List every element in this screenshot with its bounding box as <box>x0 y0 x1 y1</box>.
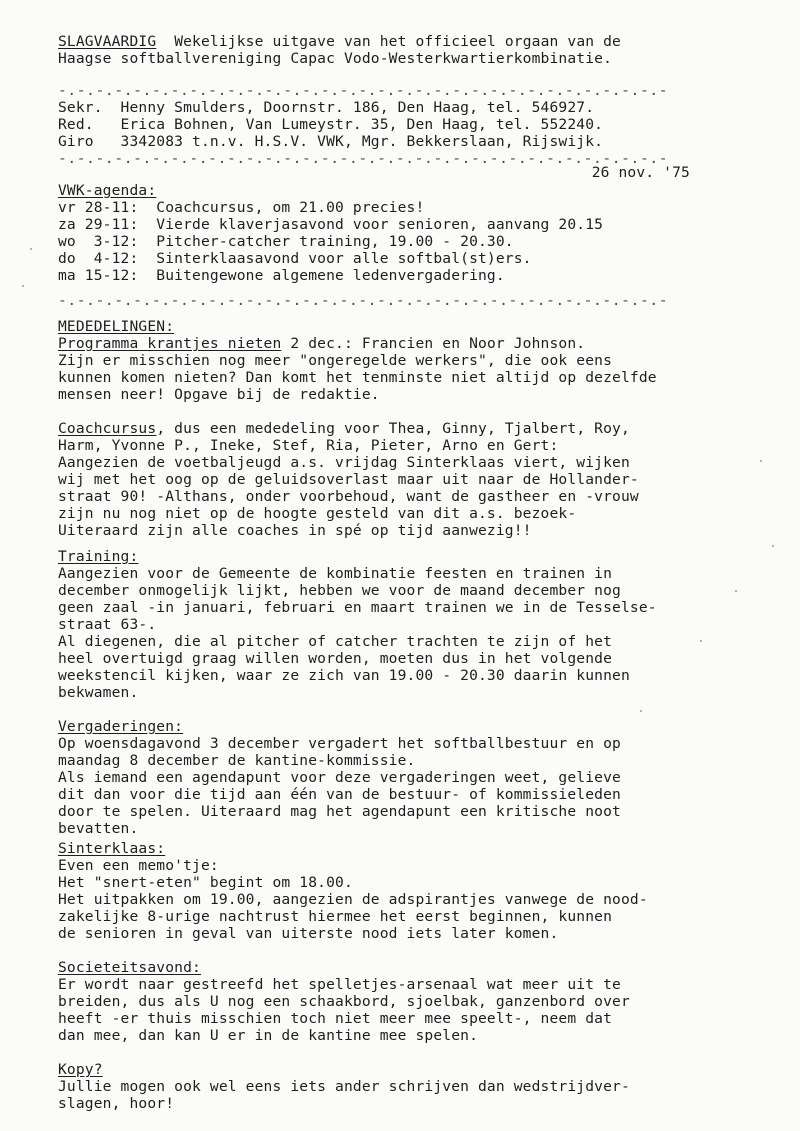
sinterklaas-heading: Sinterklaas: <box>58 840 166 857</box>
agenda-item: vr 28-11: Coachcursus, om 21.00 precies! <box>58 199 425 216</box>
training-text: Al diegenen, die al pitcher of catcher trachten te zijn of het <box>58 633 613 650</box>
vergaderingen-text: dit dan voor die tijd aan één van de bestuur- of kommissieleden <box>58 786 621 803</box>
contact-editor: Red. Erica Bohnen, Van Lumeystr. 35, Den Haag, tel. 552240. <box>58 116 604 133</box>
agenda-item: do 4-12: Sinterklaasavond voor alle softbal(st)ers. <box>58 250 532 267</box>
agenda-item: za 29-11: Vierde klaverjasavond voor senioren, aanvang 20.15 <box>58 216 604 233</box>
societeit-text: heeft -er thuis misschien toch niet meer mee speelt-, neem dat <box>58 1010 613 1027</box>
coach-text: zijn nu nog niet op de hoogte gesteld van dit a.s. bezoek- <box>58 505 577 522</box>
sinterklaas-text: Even een memo'tje: <box>58 857 219 874</box>
training-text: bekwamen. <box>58 684 139 701</box>
coach-text: Aangezien de voetbaljeugd a.s. vrijdag Sinterklaas viert, wijken <box>58 454 630 471</box>
stencil-speck <box>735 590 737 592</box>
coach-text: Uiteraard zijn alle coaches in spé op tijd aanwezig!! <box>58 522 532 539</box>
separator: -.-.-.-.-.-.-.-.-.-.-.-.-.-.-.-.-.-.-.-.-.-.-.-.-.-.-.-.-.-.-.-.- <box>58 82 669 99</box>
sinterklaas-text: Het uitpakken om 19.00, aangezien de adspirantjes vanwege de nood- <box>58 891 648 908</box>
vergaderingen-heading: Vergaderingen: <box>58 718 184 735</box>
agenda-heading: VWK-agenda: <box>58 182 157 199</box>
training-heading: Training: <box>58 548 139 565</box>
societeit-text: Er wordt naar gestreefd het spelletjes-arsenaal wat meer uit te <box>58 976 621 993</box>
stencil-speck <box>30 248 32 250</box>
sinterklaas-text: Het "snert-eten" begint om 18.00. <box>58 874 353 891</box>
stencil-speck <box>22 285 24 287</box>
vergaderingen-text: bevatten. <box>58 820 139 837</box>
societeit-heading: Societeitsavond: <box>58 959 201 976</box>
separator: -.-.-.-.-.-.-.-.-.-.-.-.-.-.-.-.-.-.-.-.-.-.-.-.-.-.-.-.-.-.-.-.- <box>58 150 669 167</box>
stencil-speck <box>772 545 774 547</box>
training-text: Aangezien voor de Gemeente de kombinatie feesten en trainen in <box>58 565 613 582</box>
coach-label: Coachcursus <box>58 420 157 437</box>
stencil-speck <box>700 640 702 642</box>
vergaderingen-text: Op woensdagavond 3 december vergadert het softballbestuur en op <box>58 735 621 752</box>
coach-text: , dus een mededeling voor Thea, Ginny, Tjalbert, Roy, <box>156 420 630 437</box>
agenda-item: wo 3-12: Pitcher-catcher training, 19.00 - 20.30. <box>58 233 514 250</box>
coach-text: wij met het oog op de geluidsoverlast maar uit naar de Hollander- <box>58 471 639 488</box>
agenda-item: ma 15-12: Buitengewone algemene ledenvergadering. <box>58 267 505 284</box>
coach-line <box>58 420 630 437</box>
stencil-speck <box>760 460 762 462</box>
newsletter-title: SLAGVAARDIG <box>58 33 157 50</box>
kopy-text: Jullie mogen ook wel eens iets ander schrijven dan wedstrijdver- <box>58 1078 630 1095</box>
training-text: geen zaal -in januari, februari en maart trainen we in de Tesselse- <box>58 599 657 616</box>
training-text: weekstencil kijken, waar ze zich van 19.00 - 20.30 daarin kunnen <box>58 667 630 684</box>
programma-text: 2 dec.: Francien en Noor Johnson. <box>281 335 586 352</box>
newsletter-subtitle-2: Haagse softballvereniging Capac Vodo-Westerkwartierkombinatie. <box>58 50 613 67</box>
masthead <box>58 33 621 50</box>
training-text: december onmogelijk lijkt, hebben we voor de maand december nog <box>58 582 621 599</box>
mededelingen-heading: MEDEDELINGEN: <box>58 318 175 335</box>
sinterklaas-text: zakelijke 8-urige nachtrust hiermee het eerst beginnen, kunnen <box>58 908 613 925</box>
sinterklaas-text: de senioren in geval van uiterste nood iets later komen. <box>58 925 559 942</box>
programma-line <box>58 335 585 352</box>
societeit-text: dan mee, dan kan U er in de kantine mee spelen. <box>58 1027 479 1044</box>
stencil-speck <box>640 710 642 712</box>
contact-giro: Giro 3342083 t.n.v. H.S.V. VWK, Mgr. Bekkerslaan, Rijswijk. <box>58 133 604 150</box>
societeit-text: breiden, dus als U nog een schaakbord, sjoelbak, ganzenbord over <box>58 993 630 1010</box>
vergaderingen-text: maandag 8 december de kantine-kommissie. <box>58 752 416 769</box>
contact-secretary: Sekr. Henny Smulders, Doornstr. 186, Den Haag, tel. 546927. <box>58 99 595 116</box>
programma-text: kunnen komen nieten? Dan komt het tenminste niet altijd op dezelfde <box>58 369 657 386</box>
training-text: heel overtuigd graag willen worden, moeten dus in het volgende <box>58 650 613 667</box>
kopy-heading: Kopy? <box>58 1061 103 1078</box>
kopy-text: slagen, hoor! <box>58 1095 175 1112</box>
coach-text: Harm, Yvonne P., Ineke, Stef, Ria, Pieter, Arno en Gert: <box>58 437 559 454</box>
issue-date: 26 nov. '75 <box>591 164 690 181</box>
separator: -.-.-.-.-.-.-.-.-.-.-.-.-.-.-.-.-.-.-.-.-.-.-.-.-.-.-.-.-.-.-.-.- <box>58 292 669 309</box>
training-text: straat 63-. <box>58 616 157 633</box>
vergaderingen-text: door te spelen. Uiteraard mag het agendapunt een kritische noot <box>58 803 621 820</box>
programma-label: Programma krantjes nieten <box>58 335 282 352</box>
vergaderingen-text: Als iemand een agendapunt voor deze vergaderingen weet, gelieve <box>58 769 621 786</box>
newsletter-subtitle-1: Wekelijkse uitgave van het officieel orgaan van de <box>174 33 621 50</box>
programma-text: Zijn er misschien nog meer "ongeregelde werkers", die ook eens <box>58 352 613 369</box>
coach-text: straat 90! -Althans, onder voorbehoud, want de gastheer en -vrouw <box>58 488 639 505</box>
programma-text: mensen neer! Opgave bij de redaktie. <box>58 386 380 403</box>
